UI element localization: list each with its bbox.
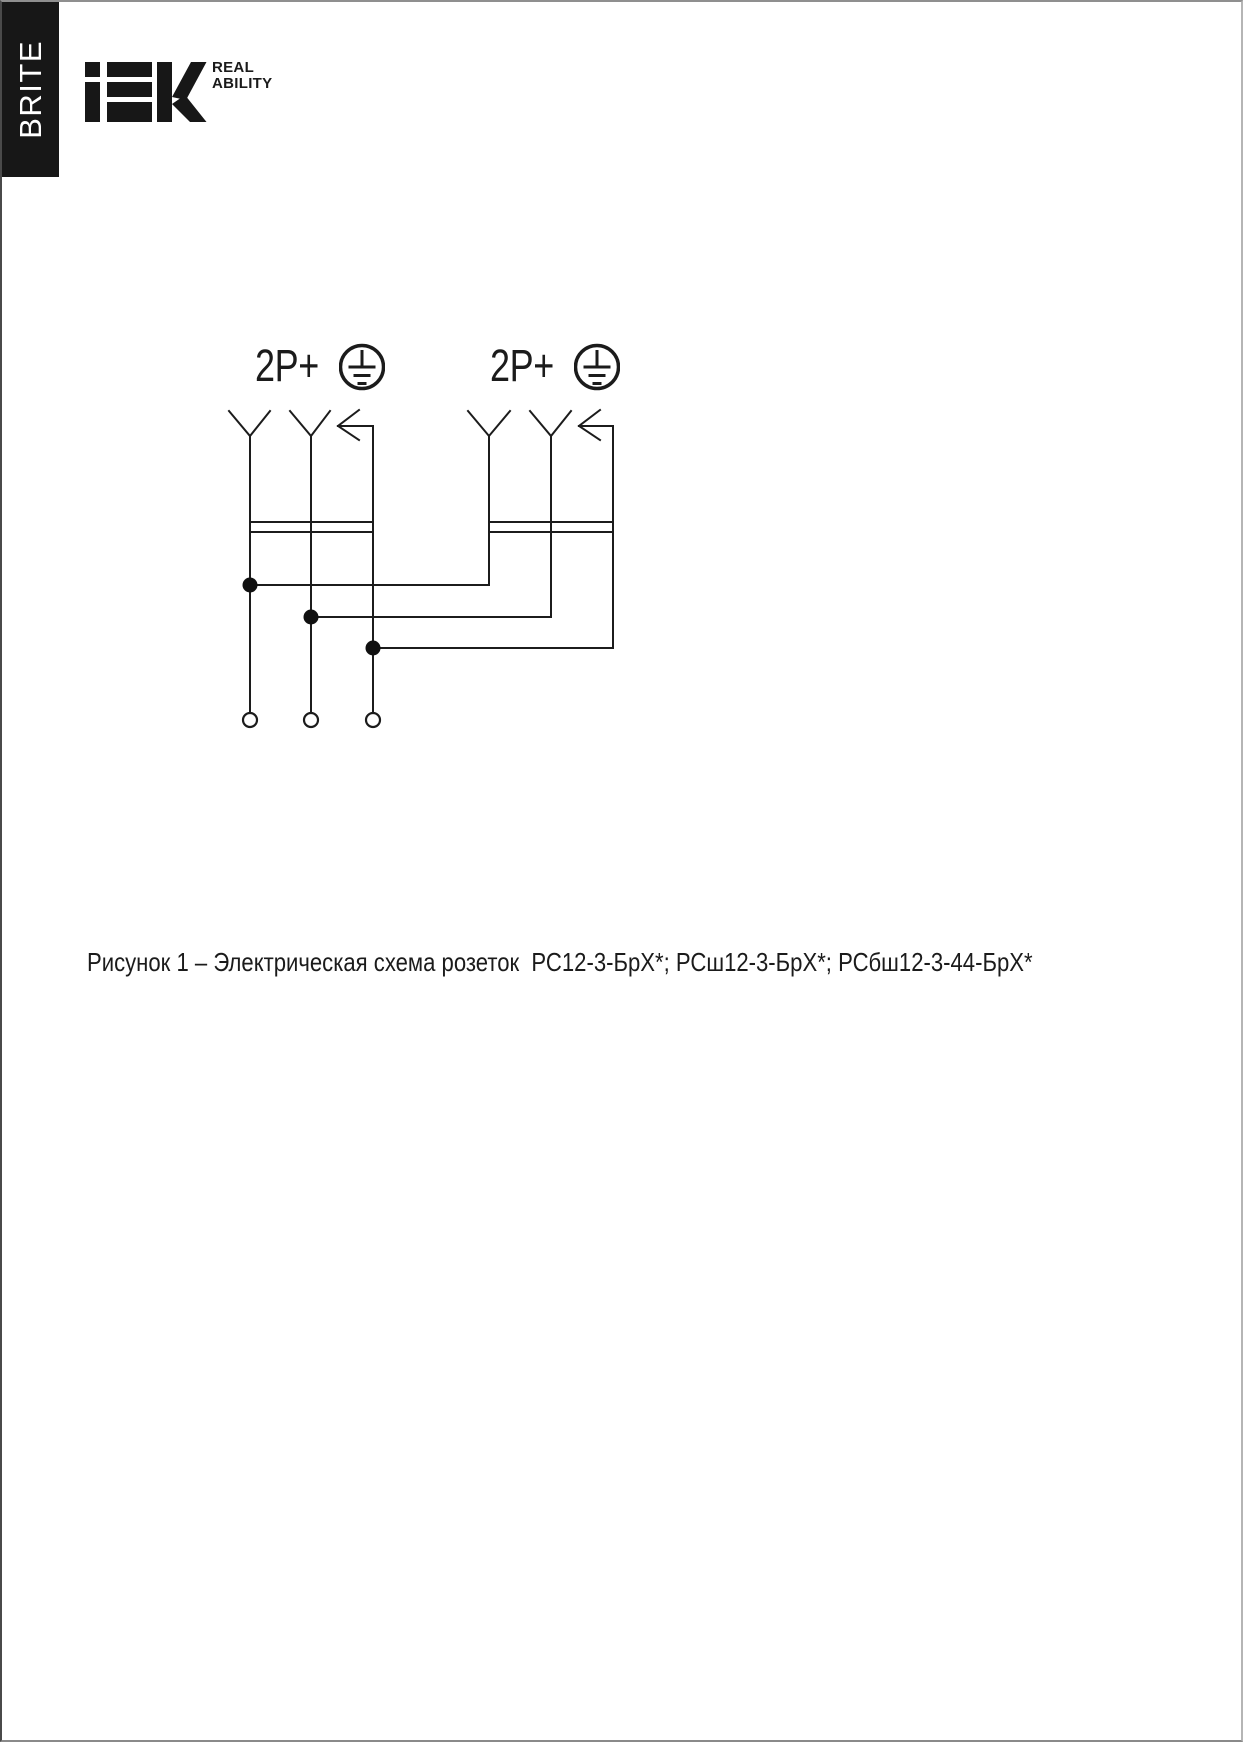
tagline-line-1: REAL — [212, 59, 255, 76]
logo-i-dot — [85, 62, 100, 77]
socket2-pole-contact-icon — [530, 411, 571, 436]
junction-dot — [304, 610, 319, 625]
junction-dot — [243, 578, 258, 593]
logo-e-bar-mid — [107, 82, 152, 97]
logo-k-upper-arm — [172, 62, 207, 100]
logo-e-bar-bottom — [107, 102, 152, 122]
socket1-conductors — [250, 426, 373, 713]
logo-k-lower-arm — [172, 95, 207, 122]
brand-tagline — [212, 60, 272, 91]
terminal-circle — [366, 713, 380, 727]
terminal-circle — [304, 713, 318, 727]
socket1-pole-contact-icon — [229, 411, 270, 436]
socket2-pole-contact-icon — [468, 411, 510, 436]
tagline-line-2: ABILITY — [212, 74, 273, 92]
brite-series-label: BRITE — [12, 40, 48, 139]
conductor-line — [579, 426, 613, 648]
conductor-line — [338, 426, 373, 713]
circled-earth-icon — [339, 341, 385, 391]
figure-caption: Рисунок 1 – Электрическая схема розеток РС12-3-БрХ*; РСш12-3-БрХ*; РСбш12-3-44-БрХ* — [87, 947, 1033, 977]
circled-earth-icon — [574, 341, 620, 391]
socket2-conductors — [489, 426, 613, 648]
iek-logo — [85, 62, 207, 122]
iek-logo-glyphs — [85, 62, 207, 122]
socket2-label — [490, 341, 620, 391]
supply-terminals — [243, 713, 380, 727]
logo-e-bar-top — [107, 62, 152, 77]
terminal-circle — [243, 713, 257, 727]
logo-k-stem — [157, 62, 172, 122]
logo-i-stem — [85, 82, 100, 122]
brite-series-bar — [2, 2, 59, 177]
socket2-label-text: 2P+ — [490, 340, 554, 391]
socket1-pole-contact-icon — [290, 411, 330, 436]
junction-dot — [366, 641, 381, 656]
socket1-label — [255, 341, 385, 391]
wiring-diagram — [202, 402, 652, 732]
socket1-label-text: 2P+ — [255, 340, 319, 391]
